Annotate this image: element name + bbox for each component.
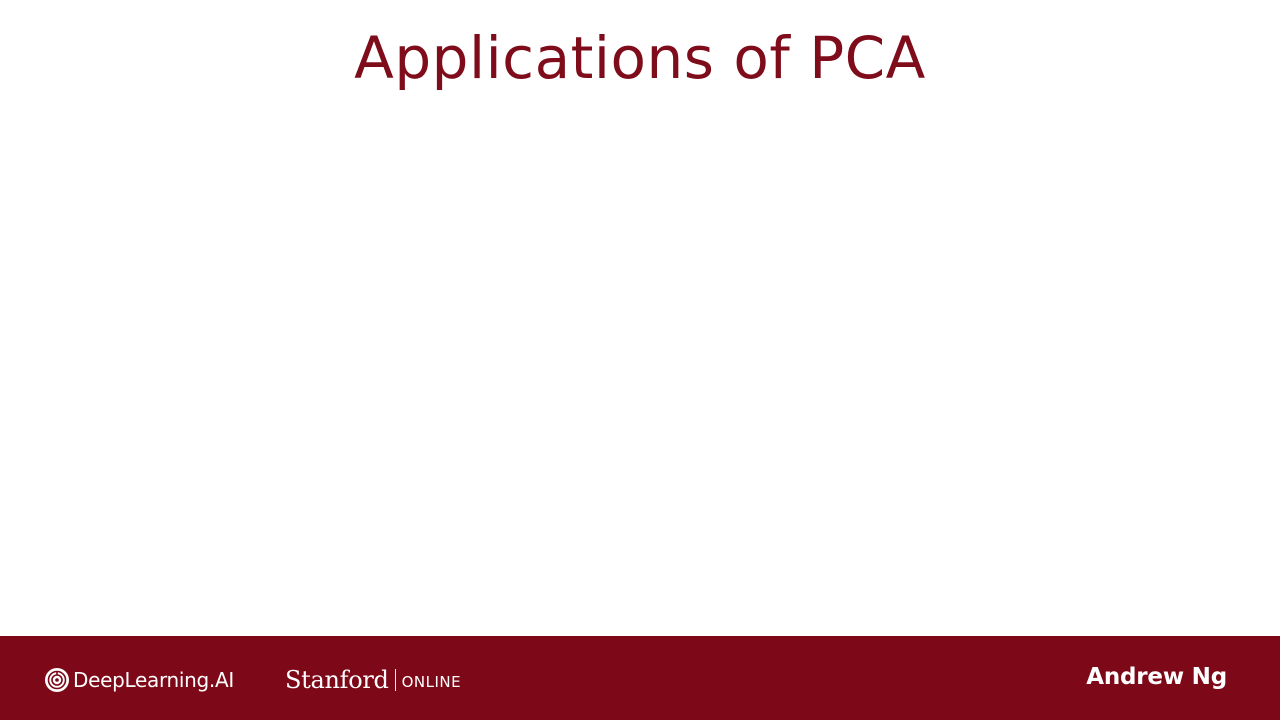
deeplearning-logo-icon bbox=[44, 667, 70, 693]
deeplearning-logo bbox=[44, 666, 234, 694]
slide-title: Applications of PCA bbox=[354, 24, 926, 92]
author-name: Andrew Ng bbox=[1086, 664, 1227, 690]
stanford-logo-text: Stanford bbox=[285, 666, 389, 694]
footer-bar bbox=[0, 636, 1280, 720]
stanford-online-logo bbox=[285, 664, 461, 696]
slide-body bbox=[0, 120, 1280, 635]
stanford-logo-divider bbox=[395, 669, 396, 691]
online-logo-text: ONLINE bbox=[401, 673, 462, 691]
deeplearning-logo-text: DeepLearning.AI bbox=[73, 668, 234, 692]
